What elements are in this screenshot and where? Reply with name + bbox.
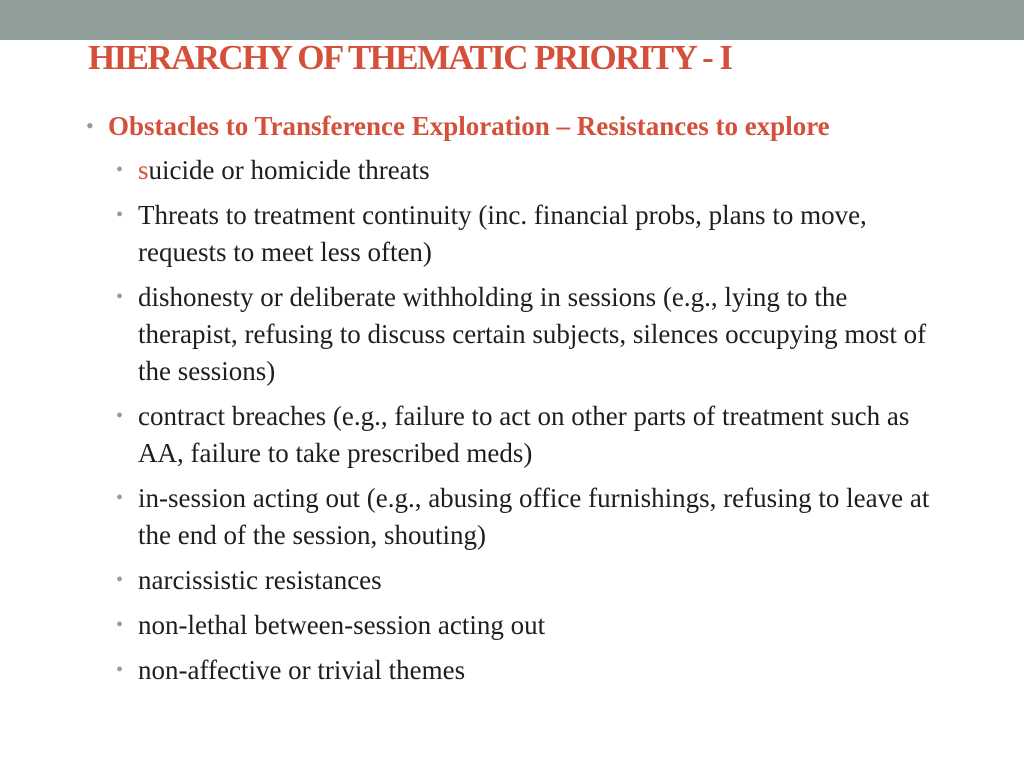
sub-bullet-item: [116, 607, 946, 644]
bullet-icon: •: [116, 204, 124, 226]
sub-bullet-item: [116, 279, 946, 390]
sub-bullet-list: [86, 152, 946, 689]
highlighted-first-letter: s: [138, 155, 149, 185]
main-bullet-item: [86, 108, 946, 144]
bullet-icon: •: [116, 659, 124, 681]
bullet-icon: •: [116, 159, 124, 181]
top-accent-bar: [0, 0, 1024, 40]
bullet-icon: •: [116, 405, 124, 427]
sub-bullet-text: non-lethal between-session acting out: [138, 610, 546, 640]
sub-bullet-item: [116, 398, 946, 472]
bullet-icon: •: [116, 286, 124, 308]
sub-bullet-item: [116, 652, 946, 689]
slide-content: [86, 108, 946, 697]
sub-bullet-item: [116, 480, 946, 554]
sub-bullet-text: uicide or homicide threats: [148, 155, 430, 185]
sub-bullet-item: [116, 562, 946, 599]
bullet-icon: •: [116, 614, 124, 636]
sub-bullet-text: narcissistic resistances: [138, 565, 382, 595]
bullet-icon: •: [86, 113, 94, 138]
bullet-icon: •: [116, 569, 124, 591]
sub-bullet-item: [116, 197, 946, 271]
slide-title: HIERARCHY OF THEMATIC PRIORITY - I: [88, 38, 732, 77]
sub-bullet-item: [116, 152, 946, 189]
sub-bullet-text: non-affective or trivial themes: [138, 655, 466, 685]
main-bullet-heading: Obstacles to Transference Exploration – Resistances to explore: [108, 111, 830, 141]
sub-bullet-text: dishonesty or deliberate withholding in sessions (e.g., lying to the therapist, refusing to discuss certain subjects, silences occupying most of the sessions): [138, 282, 927, 386]
sub-bullet-text: Threats to treatment continuity (inc. financial probs, plans to move, requests to meet less often): [138, 200, 867, 267]
sub-bullet-text: in-session acting out (e.g., abusing office furnishings, refusing to leave at the end of the session, shouting): [138, 483, 930, 550]
bullet-icon: •: [116, 487, 124, 509]
sub-bullet-text: contract breaches (e.g., failure to act on other parts of treatment such as AA, failure to take prescribed meds): [138, 401, 910, 468]
